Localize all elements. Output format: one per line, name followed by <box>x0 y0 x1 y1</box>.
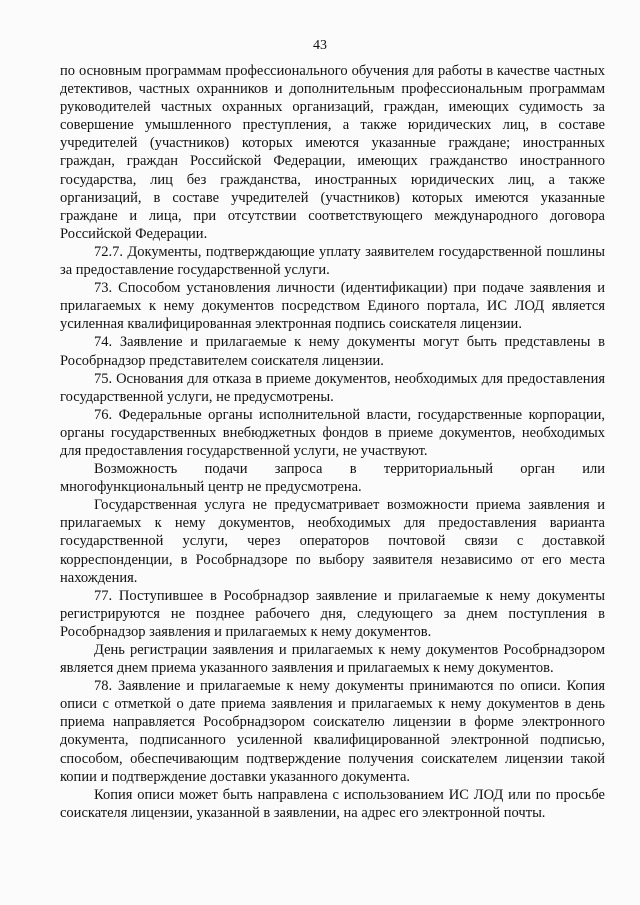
paragraph: 72.7. Документы, подтверждающие уплату заявителем государственной пошлины за предоставление государственной услуги. <box>60 243 605 279</box>
paragraph: День регистрации заявления и прилагаемых к нему документов Рособрнадзором является днем приема указанного заявления и прилагаемых к нему документов. <box>60 642 605 677</box>
document-body <box>60 62 605 822</box>
page-number: 43 <box>313 38 327 53</box>
paragraph: 75. Основания для отказа в приеме документов, необходимых для предоставления государственной услуги, не предусмотрены. <box>60 370 605 405</box>
paragraph: 78. Заявление и прилагаемые к нему документы принимаются по описи. Копия описи с отметкой о дате приема заявления и прилагаемых к нему документов в день приема направляется Рособрнадзором соискателю лицензии в форме электронного документа, подписанного усиленной квалифицированной электронной подписью, способом, обеспечивающим подтверждение получения соискателем лицензии такой копии и подтверждение доставки указанного документа. <box>60 678 605 785</box>
paragraph: 77. Поступившее в Рособрнадзор заявление и прилагаемые к нему документы регистрируются не позднее рабочего дня, следующего за днем поступления в Рособрнадзор заявления и прилагаемых к нему документов. <box>60 587 605 640</box>
paragraph: 73. Способом установления личности (идентификации) при подаче заявления и прилагаемых к нему документов посредством Единого портала, ИС ЛОД является усиленная квалифицированная электронная подпись соискателя лицензии. <box>60 280 605 333</box>
paragraph: Возможность подачи запроса в территориальный орган или многофункциональный центр не предусмотрена. <box>60 461 605 496</box>
paragraph: по основным программам профессионального обучения для работы в качестве частных детективов, частных охранников и дополнительным профессиональным программам руководителей частных охранных организаций, граждан, имеющих судимость за совершение умышленного преступления, а также юридических лиц, в составе учредителей (участников) которых имеются указанные граждане; иностранных граждан, граждан Российской Федерации, имеющих гражданство иностранного государства, лиц без гражданства, иностранных юридических лиц, а также организаций, в составе учредителей (участников) которых имеются указанные граждане и лица, при отсутствии соответствующего международного договора Российской Федерации. <box>60 63 605 242</box>
paragraph: 74. Заявление и прилагаемые к нему документы могут быть представлены в Рособрнадзор представителем соискателя лицензии. <box>60 334 605 369</box>
paragraph: Государственная услуга не предусматривает возможности приема заявления и прилагаемых к нему документов, необходимых для предоставления варианта государственной услуги, через операторов почтовой связи с доставкой корреспонденции, в Рособрнадзоре по выбору заявителя независимо от его места нахождения. <box>60 497 605 586</box>
paragraph: Копия описи может быть направлена с использованием ИС ЛОД или по просьбе соискателя лицензии, указанной в заявлении, на адрес его электронной почты. <box>60 786 605 821</box>
paragraph: 76. Федеральные органы исполнительной власти, государственные корпорации, органы государственных внебюджетных фондов в приеме документов, необходимых для предоставления государственной услуги, не участвуют. <box>60 406 605 459</box>
